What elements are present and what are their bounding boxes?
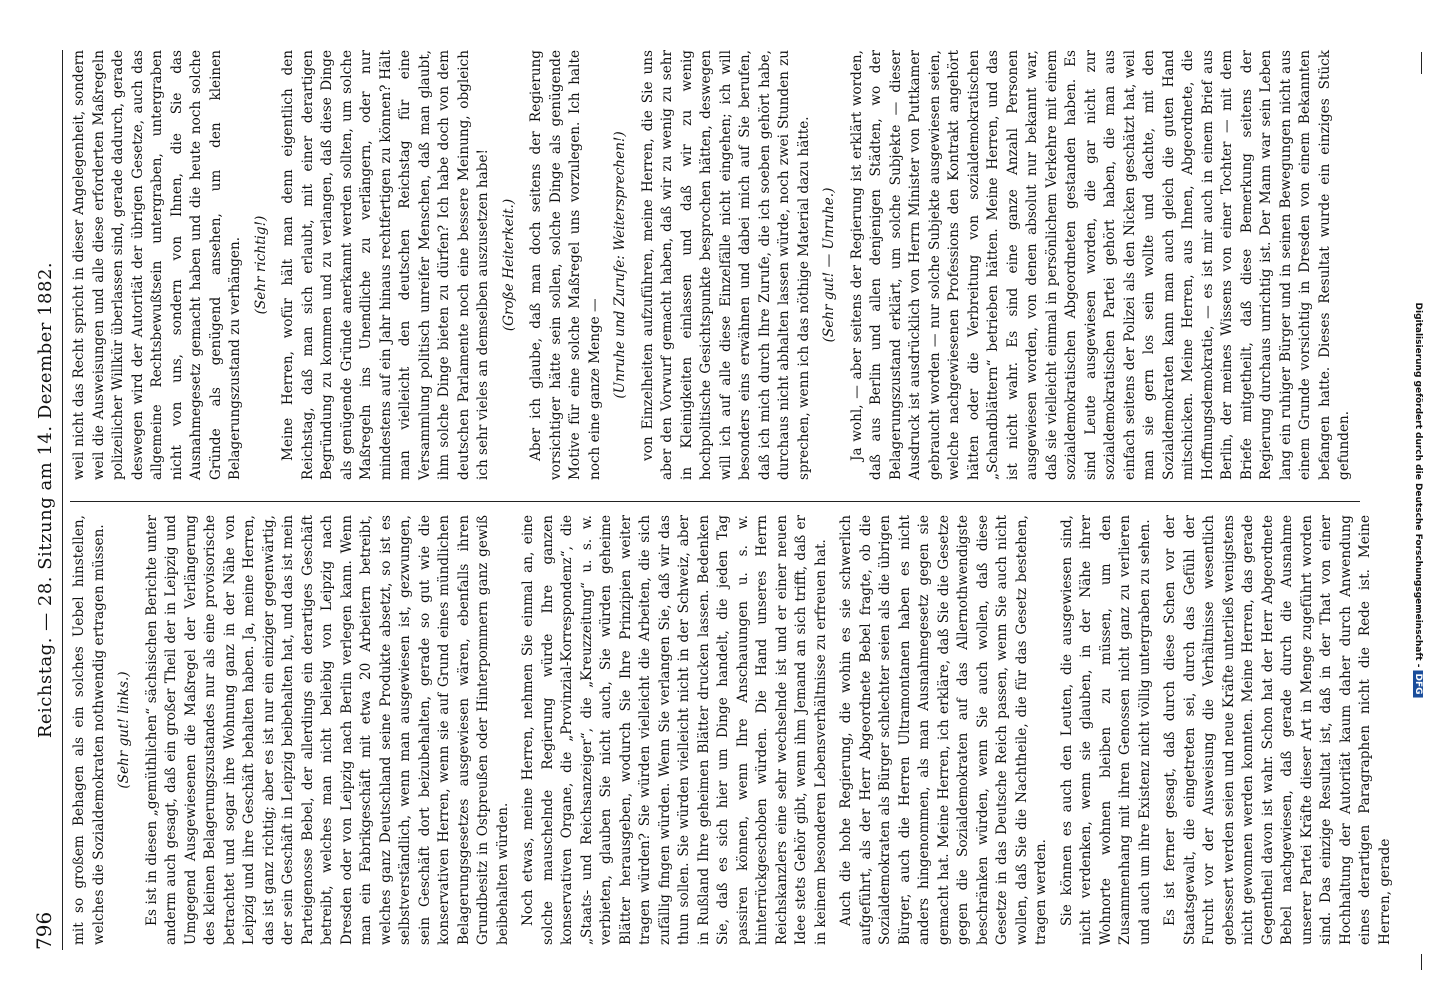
column-divider bbox=[70, 501, 1360, 502]
dfg-logo: DFG bbox=[1413, 670, 1423, 697]
paragraph: Aber ich glaube, daß man doch seitens der Regierung vorsichtiger hätte sein sollen, solche Dinge als genügende Motive für eine solche Maßregel uns vorzulegen. Ich halte noch eine ganze Menge — bbox=[528, 50, 603, 480]
page-number: 796 bbox=[32, 911, 56, 950]
paragraph: Noch etwas, meine Herren, nehmen Sie einmal an, eine solche mauschelnde Regierung würde Ihre ganzen konservativen Organe, die „Provinzial-Korrespondenz“, die „Staats- und Reichsanzeiger“, die „Kreuzzeitung“ u. s. w. verbieten, glauben Sie nicht auch, Sie würden geheime Blätter herausgeben, wodurch Sie Ihre Prinzipien weiter tragen würden? Sie würden vielleicht die Arbeiten, die sich zufällig fingen würden. Wenn Sie verlangen Sie, daß wir das thun sollen. Sie würden vielleicht nicht in der Schweiz, aber in Rußland Ihre geheimen Blätter drucken lassen. Bedenken Sie, daß es sich hier um Dinge handelt, die jeden Tag passiren können, wenn Ihre Anschauungen u. s. w. hinterrückgeschoben würden. Die Hand unseres Herrn Reichskanzlers eine sehr wechselnde ist und er einer neuen Idee stets Gehör gibt, wenn ihm Jemand an sich trifft, daß er in keinem besonderen Lebensverhältnisse zu erfreuen hat. bbox=[520, 515, 829, 945]
left-column bbox=[70, 515, 1393, 945]
credit-text: Digitalisierung gefördert durch die Deutsche Forschungsgemeinschaft - bbox=[1413, 302, 1423, 668]
digitization-credit bbox=[1410, 0, 1426, 1000]
paragraph: Es ist ferner gesagt, daß durch diese Schen vor der Staatsgewalt, die eingetreten sei, durch das Gefühl der Furcht vor der Ausweisung die Verhältnisse wesentlich gebessert werden seien und neue Kräfte unterließ wenigstens nicht gewonnen werden konnten. Meine Herren, das gerade Gegentheil davon ist wahr. Schon hat der Herr Abgeordnete Bebel nachgewiesen, daß gerade durch die Ausnahme unserer Partei Kräfte dieser Art in Menge zugeführt worden sind. Das einzige Resultat ist, daß in der That von einer Hochhaltung der Autorität kaum daher durch Anwendung eines derartigen Paragraphen nicht die Rede ist. Meine Herren, gerade bbox=[1162, 515, 1393, 945]
right-column bbox=[70, 50, 1360, 480]
paragraph: Ja wohl, — aber seitens der Regierung ist erklärt worden, daß aus Berlin und allen denjenigen Städten, wo der Belagerungszustand erklärt, um solche Subjekte — dieser Ausdruck ist ausdrücklich von Herrn Minister von Puttkamer gebraucht worden — nur solche Subjekte ausgewiesen seien, welche nachgewiesenen Professions den Kontrakt angehört hätten oder die Verbreitung von sozialdemokratischen „Schandblättern“ betrieben hätten. Meine Herren, und das ist nicht wahr. Es sind eine ganze Anzahl Personen ausgewiesen worden, von denen absolut nur bekannt war, daß sie vielleicht einmal in persönlichem Verkehre mit einem sozialdemokratischen Abgeordneten gestanden haben. Es sind Leute ausgewiesen worden, die gar nicht zur sozialdemokratischen Partei gehört haben, die man aus einfach seitens der Polizei als den Nicken geschätzt hat, weil man sie gern los sein wollte und dachte, mit den Sozialdemokraten kann man auch gleich die guten Hand mitschicken. Meine Herren, aus Ihnen, Abgeordnete, die Hoffnungsdemokratie, — es ist mir auch in einem Brief aus Berlin, der meines Wissens von einer Tochter — mit dem Briefe mitgetheilt, daß diese Bemerkung seitens der Regierung durchaus unrichtig ist. Der Mann war sein Leben lang ein ruhiger Bürger und in seinen Bewegungen nicht aus einem Grunde vorsichtig in Dresden von einem Bekannten befangen hatte. Dieses Resultat wurde ein einziges Stück gefunden. bbox=[848, 50, 1352, 480]
stage-direction: (Sehr richtig!) bbox=[252, 215, 269, 315]
stage-direction: (Unruhe und Zurufe: Weitersprechen!) bbox=[612, 131, 628, 399]
stage-direction: (Sehr gut! links.) bbox=[116, 671, 132, 789]
paragraph: von Einzelheiten aufzuführen, meine Herren, die Sie uns aber den Vorwurf gemacht haben, daß wir zu wenig zu sehr in Kleinigkeiten einlassen und daß wir zu wenig hochpolitische Gesichtspunkte besprochen hätten, deswegen will ich auf alle diese Einzelfälle nicht eingehen; ich will besonders eins erwähnen und dabei mich auf Sie berufen, daß ich mich durch Ihre Zurufe, die ich soeben gehört habe, durchaus nicht abhalten lassen würde, noch zwei Stunden zu sprechen, wenn ich das nöthige Material dazu hätte. bbox=[639, 50, 812, 480]
margin-mark bbox=[1421, 52, 1422, 74]
paragraph: Es ist in diesen „gemüthlichen“ sächsischen Berichte unter anderm auch gesagt, daß ein großer Theil der in Leipzig und Umgegend Ausgewiesenen die Maßregel der Verlängerung des kleinen Belagerungszustandes nur als eine provisorische betrachtet und sogar ihre Wohnung ganz in der Nähe von Leipzig und ihre Geschäft behalten haben. Ja, meine Herren, das ist ganz richtig; aber es ist nur ein einziger gegenwärtig, der sein Geschäft in Leipzig beibehalten hat, und das ist mein Parteigenosse Bebel, der allerdings ein derartiges Geschäft betreibt, welches man nicht beliebig von Leipzig nach Dresden oder von Leipzig nach Berlin verlegen kann. Wenn man ein Fabrikgeschäft mit etwa 20 Arbeitern betreibt, welches ganz Deutschland seine Produkte absetzt, so ist es selbstverständlich, wenn man ausgewiesen ist, gezwungen, sein Geschäft dort beizubehalten, gerade so gut wie die konservativen Herren, wenn sie auf Grund eines mündlichen Belagerungsgesetzes ausgewiesen wären, ebenfalls ihren Grundbesitz in Ostpreußen oder Hinterpommern ganz gewiß beibehalten würden. bbox=[143, 515, 511, 945]
running-head: Reichstag. — 28. Sitzung am 14. Dezember 1882. bbox=[35, 261, 56, 739]
stage-direction: (Große Heiterkeit.) bbox=[500, 198, 517, 332]
paragraph: Meine Herren, wofür hält man denn eigentlich den Reichstag, daß man sich erlaubt, mit einer derartigen Begründung zu kommen und zu verlangen, daß diese Dinge als genügende Gründe anerkannt werden sollten, um solche Maßregeln ins Unendliche zu verlängern, oder nur mindestens auf ein Jahr hinaus rechtfertigen zu können? Hält man vielleicht den deutschen Reichstag für eine Versammlung politisch unreifer Menschen, daß man glaubt, ihm solche Dinge bieten zu dürfen? Ich habe doch von dem deutschen Parlamente noch eine bessere Meinung, obgleich ich sehr vieles an demselben auszusetzen habe! bbox=[280, 50, 491, 480]
paragraph: Auch die hohe Regierung, die wohin es sie schwerlich aufgeführt, als der Herr Abgeordnete Bebel fragte, ob die Sozialdemokraten als Bürger schlechter seien als die übrigen Bürger, auch die Herren Ultramontanen haben es nicht anders hingenommen, als man Ausnahmegesetz gegen sie gemacht hat. Meine Herren, ich erkläre, daß Sie die Gesetze gegen die Sozialdemokraten auf das Allernothwendigste beschränken würden, wenn Sie auch wollen, daß diese Gesetze in das Deutsche Reich passen, wenn Sie auch nicht wollen, daß Sie die Nachtheile, die für das Gesetz bestehen, tragen werden. bbox=[838, 515, 1049, 945]
stage-direction: (Sehr gut! — Unruhe.) bbox=[821, 187, 837, 343]
margin-mark bbox=[1421, 954, 1422, 970]
page-header bbox=[20, 50, 63, 950]
paragraph: Sie können es auch den Leuten, die ausgewiesen sind, nicht verdenken, wenn sie glauben, in der Nähe ihrer Wohnorte wohnen bleiben zu müssen, um den Zusammenhang mit ihren Genossen nicht ganz zu verlieren und auch um ihre Existenz nicht völlig untergraben zu sehen. bbox=[1058, 515, 1153, 945]
paragraph: mit so großem Behagen als ein solches Uebel hinstellen, welches die Sozialdemokraten nothwendig ertragen müssen. bbox=[71, 515, 107, 945]
paragraph: weil nicht das Recht spricht in dieser Angelegenheit, sondern weil die Ausweisungen und alle diese erforderten Maßregeln polizeilicher Willkür überlassen sind, gerade dadurch, gerade deswegen wird der Autorität der übrigen Gesetze, auch das allgemeine Rechtsbewußtsein untergraben, untergraben nicht von uns, sondern von Ihnen, die Sie das Ausnahmegesetz gemacht haben und die heute noch solche Gründe als genügend ansehen, um den kleinen Belagerungszustand zu verhängen. bbox=[71, 50, 243, 480]
